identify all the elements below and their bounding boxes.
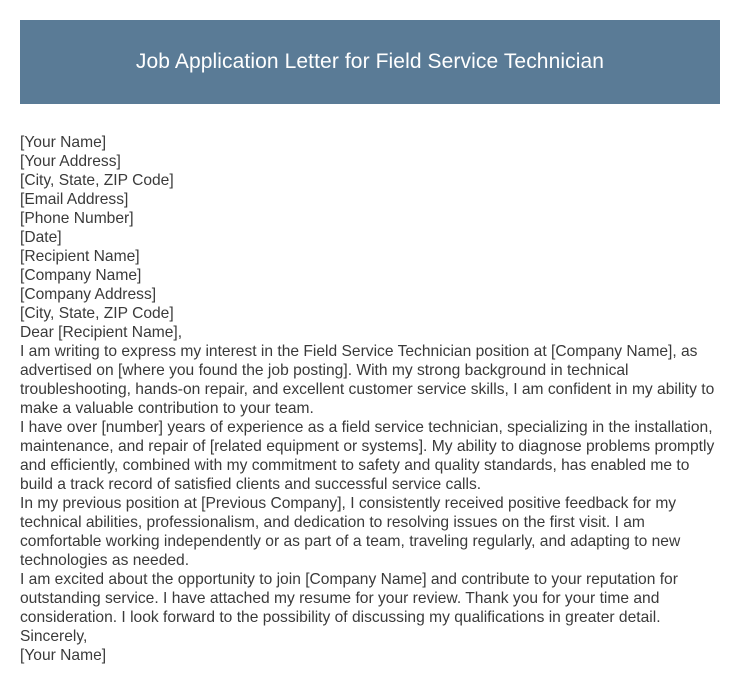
closing: Sincerely, bbox=[20, 628, 88, 645]
letter-date: [Date] bbox=[20, 229, 62, 246]
recipient-city-state-zip: [City, State, ZIP Code] bbox=[20, 305, 174, 322]
salutation: Dear [Recipient Name], bbox=[20, 324, 183, 341]
letter-body bbox=[20, 133, 720, 665]
paragraph-intro: I am writing to express my interest in the Field Service Technician position at [Company Name], as advertised on [where you found the job posting]. With my strong background in technical troubleshooting, hands-on repair, and excellent customer service skills, I am confident in my ability to make a valuable contribution to your team. bbox=[20, 343, 715, 417]
recipient-name: [Recipient Name] bbox=[20, 248, 140, 265]
title-banner bbox=[20, 20, 720, 104]
sender-email: [Email Address] bbox=[20, 191, 129, 208]
sender-name: [Your Name] bbox=[20, 134, 107, 151]
page-title: Job Application Letter for Field Service Technician bbox=[135, 50, 605, 73]
recipient-company: [Company Name] bbox=[20, 267, 142, 284]
sender-phone: [Phone Number] bbox=[20, 210, 134, 227]
sender-address: [Your Address] bbox=[20, 153, 121, 170]
paragraph-previous-role: In my previous position at [Previous Company], I consistently received positive feedback for my technical abilities, professionalism, and dedication to resolving issues on the first visit. I am comfortable working independently or as part of a team, traveling regularly, and adapting to new technologies as needed. bbox=[20, 495, 681, 569]
signature: [Your Name] bbox=[20, 647, 107, 664]
paragraph-closing: I am excited about the opportunity to join [Company Name] and contribute to your reputation for outstanding service. I have attached my resume for your review. Thank you for your time and consideration. I look forward to the possibility of discussing my qualifications in greater detail. bbox=[20, 571, 678, 626]
sender-city-state-zip: [City, State, ZIP Code] bbox=[20, 172, 174, 189]
paragraph-experience: I have over [number] years of experience as a field service technician, specializing in the installation, maintenance, and repair of [related equipment or systems]. My ability to diagnose problems promptly and efficiently, combined with my commitment to safety and quality standards, has enabled me to build a track record of satisfied clients and successful service calls. bbox=[20, 419, 715, 493]
recipient-address: [Company Address] bbox=[20, 286, 157, 303]
